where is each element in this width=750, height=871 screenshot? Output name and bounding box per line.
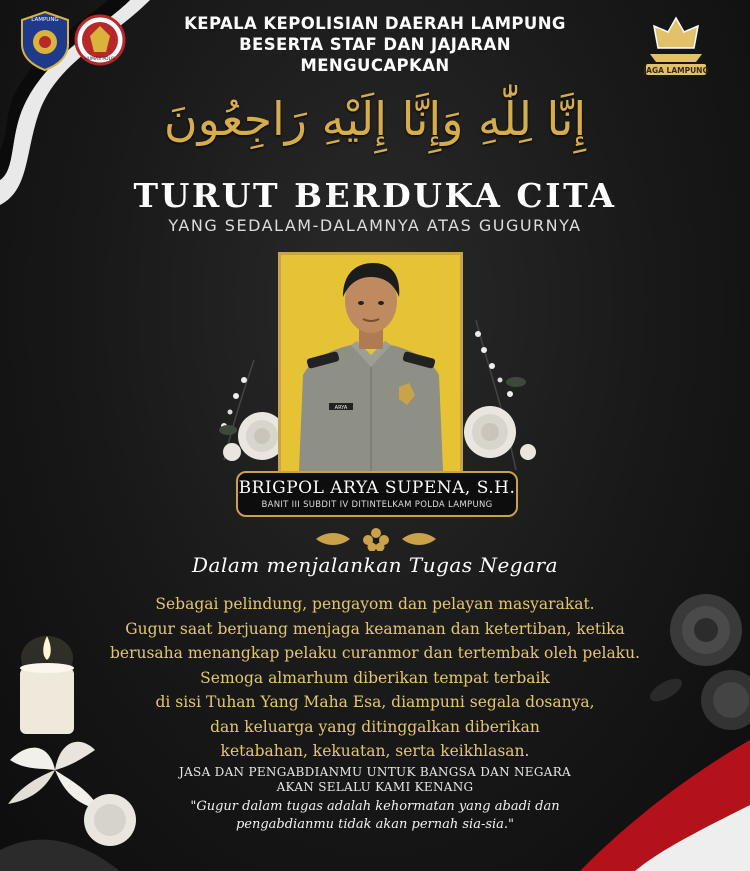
- script-line: Dalam menjalankan Tugas Negara: [191, 553, 558, 577]
- quote-line: pengabdianmu tidak akan pernah sia-sia.": [235, 817, 515, 832]
- message-line: Semoga almarhum diberikan tempat terbaik: [200, 668, 550, 687]
- quote-line: "Gugur dalam tugas adalah kehormatan yang abadi dan: [190, 799, 560, 814]
- nametag-text: ARYA: [334, 405, 348, 411]
- page-title: TURUT BERDUKA CITA: [133, 176, 617, 215]
- header-line-1: KEPALA KEPOLISIAN DAERAH LAMPUNG: [184, 14, 566, 33]
- gold-ornament-divider-icon: [306, 527, 446, 551]
- white-roses-right-icon: [456, 320, 542, 475]
- header: [0, 13, 750, 76]
- officer-portrait-icon: [281, 255, 460, 471]
- logo-humas-text: HUMAS POLRI: [84, 57, 116, 62]
- subtitle: YANG SEDALAM-DALAMNYA ATAS GUGURNYA: [168, 216, 582, 235]
- logo-lampung-text: LAMPUNG: [31, 17, 59, 23]
- logo-jaga-text: JAGA LAMPUNG: [643, 66, 709, 75]
- message-line: Sebagai pelindung, pengayom dan pelayan masyarakat.: [155, 595, 595, 613]
- message-line: Gugur saat berjuang menjaga keamanan dan ketertiban, ketika: [125, 619, 625, 638]
- header-line-2: BESERTA STAF DAN JAJARAN: [239, 35, 511, 54]
- message-line: dan keluarga yang ditinggalkan diberikan: [210, 717, 540, 736]
- header-line-3: MENGUCAPKAN: [300, 56, 450, 75]
- indonesia-flag-icon: [540, 720, 750, 871]
- arabic-calligraphy: إِنَّا لِلّٰهِ وَإِنَّا إِلَيْهِ رَاجِعُونَ: [163, 92, 587, 146]
- white-lily-icon: [0, 700, 170, 871]
- portrait-photo: [278, 252, 463, 474]
- tribute-line: JASA DAN PENGABDIANMU UNTUK BANGSA DAN NEGARA: [178, 765, 572, 779]
- message-line: di sisi Tuhan Yang Maha Esa, diampuni segala dosanya,: [155, 693, 595, 711]
- nameplate: [236, 471, 518, 517]
- message-line: ketabahan, kekuatan, serta keikhlasan.: [220, 742, 530, 760]
- message-line: berusaha menangkap pelaku curanmor dan tertembak oleh pelaku.: [109, 644, 640, 662]
- white-roses-left-icon: [214, 360, 288, 470]
- officer-unit: BANIT III SUBDIT IV DITINTELKAM POLDA LAMPUNG: [261, 500, 493, 510]
- officer-name: BRIGPOL ARYA SUPENA, S.H.: [238, 478, 516, 498]
- tribute-line: AKAN SELALU KAMI KENANG: [276, 780, 474, 794]
